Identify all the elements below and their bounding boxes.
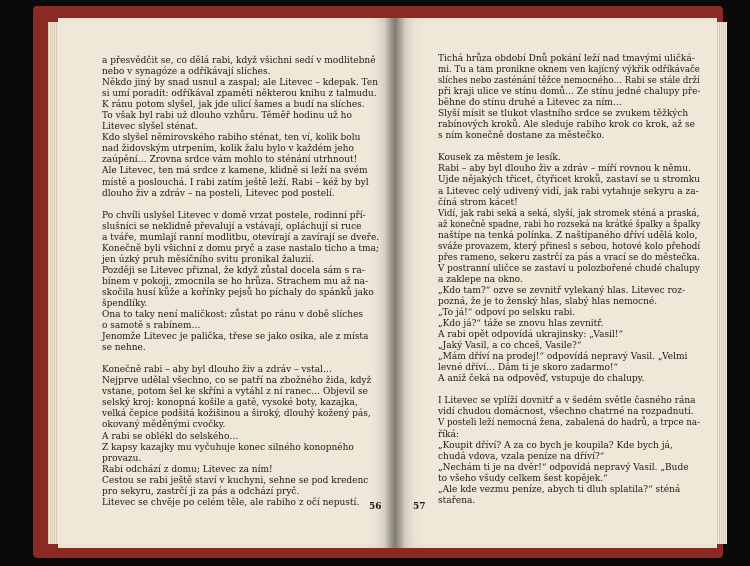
text-line: a přesvědčit se, co dělá rabi, když všichni sedí v modlitebně [102,56,376,66]
text-line: A rabi se oblékl do selského… [102,431,239,442]
text-line: Konečně rabi – aby byl dlouho živ a zdráv – vstal… [102,365,332,376]
text-line: „Mám dříví na prodej!“ odpovídá nepravý Vasil. „Velmi [438,352,688,363]
text-line: přes rameno, sekeru zastrčí za pás a vrací se do městečka. [438,252,700,263]
text-line: slíches nebo zasténání těžce nemocného… Rabi se stále drží [438,76,700,87]
text-line: Z kapsy kazajky mu vyčuhuje konec silného konopného [102,442,354,453]
text-line: běhne do stínu druhé a Litevec za ním… [438,98,622,109]
text-line: Slyší mísit se tlukot vlastního srdce se zvukem těžkých [438,109,689,120]
right-page-text [438,54,700,507]
text-line: místě a poslouchá. I rabi zatím ještě leží. Rabi – kéž by byl [102,177,369,188]
text-line: Později se Litevec přiznal, že když zůstal docela sám s ra- [102,265,365,276]
text-line: Ale Litevec, ten má srdce z kamene, klidně si leží na svém [102,166,368,177]
text-line: Cestou se rabi ještě staví v kuchyni, sehne se pod kredenc [102,475,369,486]
right-page [395,18,717,548]
text-line: si umí poradit: odříkával zpaměti některou knihu z talmudu. [102,89,377,100]
text-line: s ním konečně dostane za městečko. [438,131,605,142]
text-line: provazu. [102,453,142,464]
text-line: se nehne. [102,343,146,354]
text-line: To však byl rabi už dlouho vzhůru. Těměř hodinu už ho [102,111,352,122]
text-line: Kdo slyšel němirovského rabiho sténat, ten ví, kolik bolu [102,133,361,144]
text-line: Někdo jiný by snad usnul a zaspal; ale Litevec – kdepak. Ten [102,78,378,89]
text-line: levné dříví… Dám ti je skoro zadarmo!“ [438,363,619,374]
text-line: „Kdo já?“ táže se znovu hlas zevnitř. [438,319,604,330]
text-line: K ránu potom slyšel, jak jde ulicí šames a budí na slíches. [102,100,365,111]
text-line: Rabi – aby byl dlouho živ a zdráv – míří rovnou k němu. [438,164,691,175]
text-line: a zaklepe na okno. [438,274,523,285]
right-page-edges [717,22,727,544]
text-line: V posteli leží nemocná žena, zabalená do hadrů, a trpce na- [438,418,701,429]
text-line: „Nechám ti je na dvěr!“ odpovídá nepravý Vasil. „Bude [438,462,689,473]
text-line: velká čepice podšitá kožišinou a široký, dlouhý kožený pás, [102,409,371,420]
paragraph-gap [102,354,382,365]
text-line: pro sekyru, zastrčí ji za pás a odchází pryč. [102,486,300,497]
text-line: Litevec se chvěje po celém těle, ale rabiho z očí nepustí. [102,497,360,508]
text-line: dlouho živ a zdráv – na posteli, Litevec pod postelí. [102,188,335,199]
text-line: Ujde nějakých třicet, čtyřicet kroků, zastaví se u stromku [438,175,700,186]
text-line: „To já!“ odpoví po selsku rabi. [438,308,576,319]
text-line: naštípe na tenká polínka. Z naštípaného dříví udělá kolo, [438,230,698,241]
text-line: Nejprve udělal všechno, co se patří na zbožného žida, když [102,376,372,387]
text-line: až konečně spadne, rabi ho rozseká na krátké špalky a špalky [438,219,701,230]
paragraph-gap [438,142,700,153]
text-line: „Kdo tam?“ ozve se zevnitř vylekaný hlas. Litevec roz- [438,285,686,296]
text-line: slušníci se neklidně převalují a vstávají, opláchují si ruce [102,221,362,232]
text-line: rabínových kroků. Ale sleduje rabiho krok co krok, až se [438,120,695,131]
text-line: to všeho všudy celkem šest kopějek.“ [438,473,608,484]
text-line: selský kroj: konopná košile a gatě, vysoké boty, kazajka, [102,398,358,409]
text-line: říká: [438,429,460,440]
text-line: bínem v pokoji, zmocnila se ho hrůza. Strachem mu až na- [102,276,369,287]
text-line: Kousek za městem je lesík. [438,153,561,164]
text-line: Ona to taky není maličkost: zůstat po ránu v době slíches [102,310,364,321]
text-line: o samotě s rabínem… [102,321,201,332]
text-line: pozná, že je to ženský hlas, slabý hlas nemocné. [438,296,658,307]
paragraph-gap [438,385,700,396]
text-line: A rabi opět odpovídá ukrajinsky: „Vasil!“ [438,330,624,341]
text-line: špendlíky. [102,298,148,309]
right-page-number: 57 [413,502,426,512]
left-page-edges [48,22,58,544]
text-line: zaúpění… Zrovna srdce vám mohlo to sténání utrhnout! [102,155,358,166]
text-line: a Litevec celý udivený vidí, jak rabi vytahuje sekyru a za- [438,186,699,197]
text-line: Jenomže Litevec je palička, třese se jako osika, ale z místa [102,332,369,343]
text-line: číná strom kácet! [438,197,518,208]
text-line: Po chvíli uslyšel Litevec v domě vrzat postele, rodinní pří- [102,210,366,221]
left-page [58,18,395,548]
text-line: Tichá hrůza období Dnů pokání leží nad tmavými uličká- [438,54,695,64]
left-page-number: 56 [369,502,382,512]
text-line: stařena. [438,495,476,506]
text-line: skočila husí kůže a kořínky pejsů ho píchaly do spánků jako [102,287,374,298]
text-line: V postranní uličce se zastaví u polozbořené chudé chalupy [438,263,700,274]
text-line: Rabi odchází z domu; Litevec za ním! [102,464,273,475]
text-line: I Litevec se vplíží dovnitř a v šedém světle časného rána [438,396,696,407]
text-line: nad židovským utrpením, kolik žalu bylo v každém jeho [102,144,354,155]
text-line: A aniž čeká na odpověď, vstupuje do chalupy. [438,374,645,385]
paragraph-gap [102,200,382,211]
text-line: Konečně byli všichni z domu pryč a zase nastalo ticho a tma; [102,243,379,254]
text-line: „Jaký Vasil, a co chceš, Vasile?“ [438,341,582,352]
text-line: chudá vdova, vzala peníze na dříví?“ [438,451,605,462]
text-line: okovaný měděnými cvočky. [102,420,226,431]
left-page-text [102,56,382,509]
text-line: a tváře, mumlají ranní modlitbu, otevírají a zavírají se dveře. [102,232,380,243]
text-line: „Koupit dříví? A za co bych je koupila? Kde bych já, [438,440,673,451]
text-line: vidí chudou domácnost, všechno chatrné na rozpadnutí. [438,407,694,418]
text-line: Litevec slyšel sténat. [102,122,198,133]
text-line: mi. Tu a tam pronikne oknem ven kajícný výkřik odříkávače [438,65,700,76]
text-line: vstane, potom šel ke skříni a vytáhl z ní ranec… Objevil se [102,387,368,398]
text-line: sváže provazem, který přinesl s sebou, hotové kolo přehodí [438,241,701,252]
text-line: při kraji ulice ve stínu domů… Ze stínu jedné chalupy pře- [438,87,701,98]
text-line: „Ale kde vezmu peníze, abych ti dluh splatila?“ sténá [438,484,681,495]
text-line: jen úzký pruh měsíčního svitu pronikal žaluzií. [102,254,315,265]
text-line: Vidí, jak rabi seká a seká, slyší, jak stromek sténá a praská, [438,208,700,219]
text-line: nebo v synagóze a odříkávají slíches. [102,67,271,78]
